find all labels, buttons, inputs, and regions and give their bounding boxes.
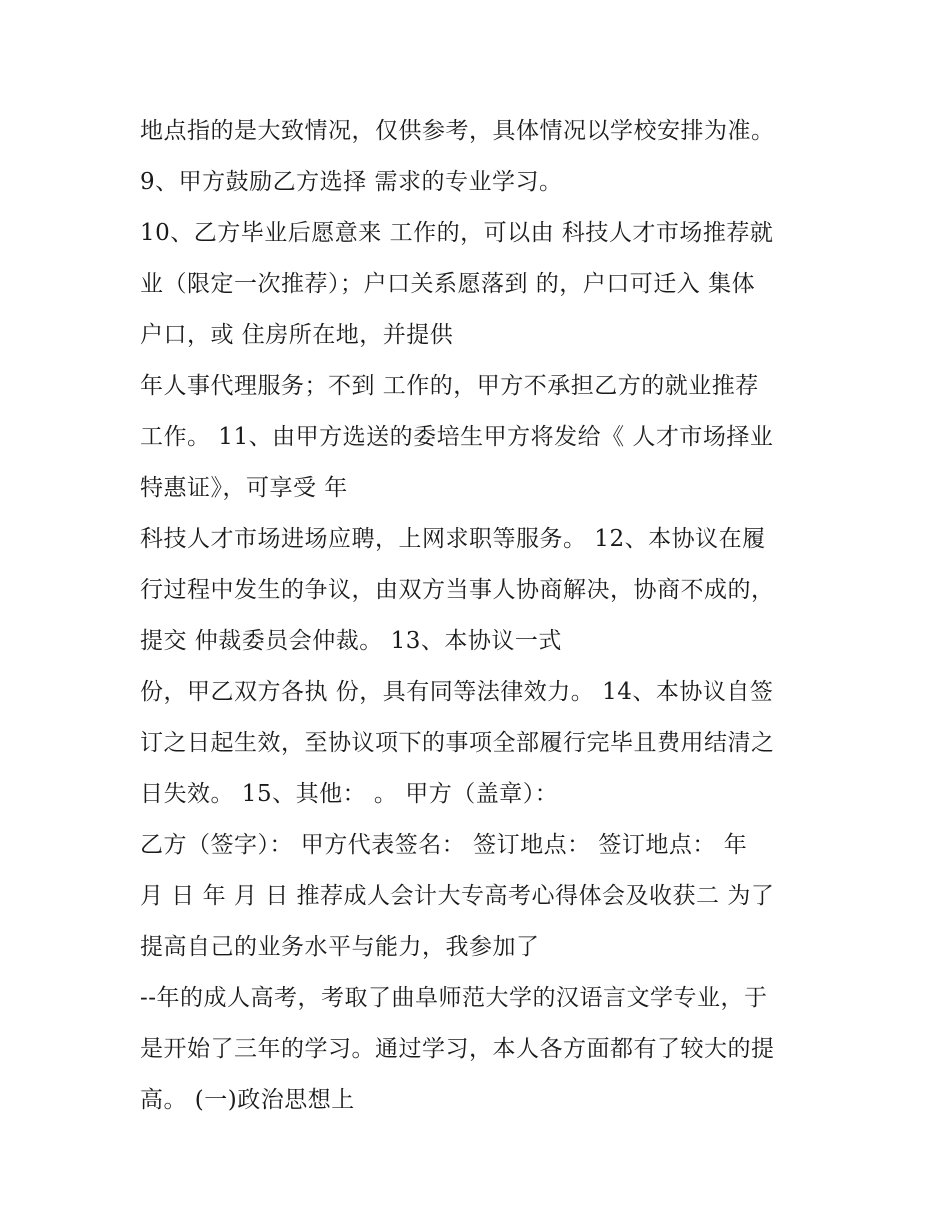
text-line: 行过程中发生的争议，由双方当事人协商解决，协商不成的，: [140, 577, 775, 603]
text-line: 10、乙方毕业后愿意来 工作的，可以由 科技人才市场推荐就: [140, 220, 774, 246]
text-line: 户口，或 住房所在地，并提供: [140, 322, 454, 348]
text-line: 日失效。 15、其他： 。 甲方（盖章）：: [140, 781, 559, 807]
text-line: 地点指的是大致情况，仅供参考，具体情况以学校安排为准。: [140, 118, 775, 144]
text-line: 是开始了三年的学习。通过学习，本人各方面都有了较大的提: [140, 1036, 775, 1062]
text-line: 份，甲乙双方各执 份，具有同等法律效力。 14、本协议自签: [140, 679, 774, 705]
text-line: 业（限定一次推荐）；户口关系愿落到 的，户口可迁入 集体: [140, 271, 756, 297]
text-line: 9、甲方鼓励乙方选择 需求的专业学习。: [140, 169, 563, 195]
text-line: 工作。 11、由甲方选送的委培生甲方将发给《 人才市场择业: [140, 424, 774, 450]
text-line: 订之日起生效，至协议项下的事项全部履行完毕且费用结清之: [140, 730, 775, 756]
text-line: 乙方（签字）： 甲方代表签名： 签订地点： 签订地点： 年: [140, 832, 748, 858]
text-line: 特惠证》，可享受 年: [140, 475, 348, 501]
text-line: 提高自己的业务水平与能力，我参加了: [140, 934, 540, 960]
text-line: 高。 (一)政治思想上: [140, 1087, 355, 1113]
text-line: --年的成人高考，考取了曲阜师范大学的汉语言文学专业，于: [140, 985, 768, 1011]
text-line: 提交 仲裁委员会仲裁。 13、本协议一式: [140, 628, 562, 654]
text-line: 月 日 年 月 日 推荐成人会计大专高考心得体会及收获二 为了: [140, 883, 775, 909]
text-line: 年人事代理服务；不到 工作的，甲方不承担乙方的就业推荐: [140, 373, 759, 399]
text-line: 科技人才市场进场应聘，上网求职等服务。 12、本协议在履: [140, 526, 766, 552]
document-body: [140, 106, 840, 1126]
